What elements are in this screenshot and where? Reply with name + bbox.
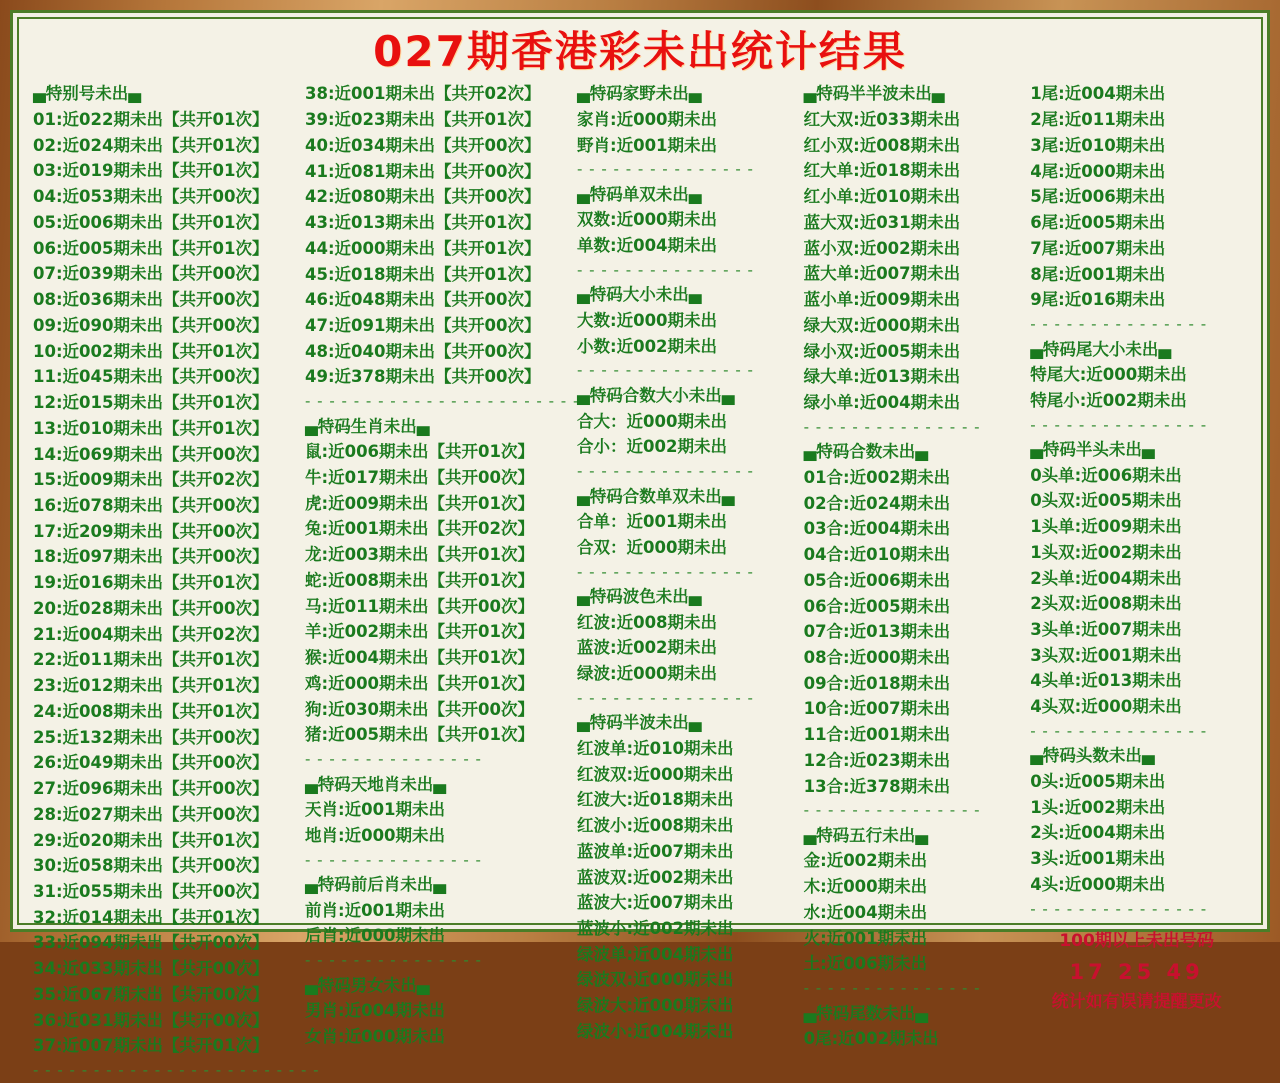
list-item: 01合:近002期未出 [803, 467, 951, 487]
list-item: 20:近028期未出【共开00次】 [33, 598, 269, 618]
statistics-columns [19, 79, 1261, 1080]
list-item: 合小：近002期未出 [577, 437, 727, 457]
section-header-qianhou: ▄特码前后肖未出▄ [305, 875, 446, 895]
list-item: 03合:近004期未出 [803, 519, 951, 539]
list-item: 06:近005期未出【共开01次】 [33, 238, 269, 258]
list-item: 3尾:近010期未出 [1030, 135, 1166, 155]
list-item: 合双：近000期未出 [577, 537, 727, 557]
section-header-toushu: ▄特码头数未出▄ [1030, 746, 1155, 766]
list-item: 3头:近001期未出 [1030, 849, 1166, 869]
list-item: 04:近053期未出【共开00次】 [33, 187, 269, 207]
list-item: 09合:近018期未出 [803, 673, 951, 693]
list-item: 绿大双:近000期未出 [803, 315, 961, 335]
section-header-bantou: ▄特码半头未出▄ [1030, 440, 1155, 460]
section-header-zodiac: ▄特码生肖未出▄ [305, 416, 430, 436]
footer-note [1030, 929, 1243, 1016]
list-item: 7尾:近007期未出 [1030, 238, 1166, 258]
list-item: 27:近096期未出【共开00次】 [33, 779, 269, 799]
list-item: 41:近081期未出【共开00次】 [305, 161, 541, 181]
divider: - - - - - - - - - - - - - - - [305, 750, 482, 769]
list-item: 08合:近000期未出 [803, 647, 951, 667]
list-item: 28:近027期未出【共开00次】 [33, 804, 269, 824]
section-header-weidaxiao: ▄特码尾大小未出▄ [1030, 339, 1172, 359]
list-item: 绿小单:近004期未出 [803, 393, 961, 413]
list-item: 牛:近017期未出【共开00次】 [305, 468, 535, 487]
list-item: 35:近067期未出【共开00次】 [33, 984, 269, 1004]
list-item: 蓝大单:近007期未出 [803, 264, 961, 284]
list-item: 鼠:近006期未出【共开01次】 [305, 442, 535, 462]
section-header-jiaye: ▄特码家野未出▄ [577, 84, 702, 104]
list-item: 3头单:近007期未出 [1030, 620, 1182, 639]
section-header-bose: ▄特码波色未出▄ [577, 587, 702, 607]
column-tails-heads [1030, 81, 1247, 1015]
list-item: 2头:近004期未出 [1030, 823, 1166, 843]
list-item: 狗:近030期未出【共开00次】 [305, 699, 535, 719]
list-item: 12:近015期未出【共开01次】 [33, 393, 269, 413]
list-item: 红波双:近000期未出 [577, 764, 734, 784]
list-item: 单数:近004期未出 [577, 236, 718, 256]
section-header-heshu: ▄特码合数未出▄ [803, 442, 928, 462]
section-header-danshuang: ▄特码单双未出▄ [577, 184, 702, 204]
divider: - - - - - - - - - - - - - - - [577, 361, 754, 380]
list-item: 45:近018期未出【共开01次】 [305, 264, 541, 284]
list-item: 31:近055期未出【共开00次】 [33, 881, 269, 901]
list-item: 1头:近002期未出 [1030, 797, 1166, 817]
list-item: 绿波:近000期未出 [577, 664, 718, 684]
list-item: 家肖:近000期未出 [577, 109, 718, 129]
list-item: 02:近024期未出【共开01次】 [33, 135, 269, 155]
list-item: 天肖:近001期未出 [305, 800, 446, 820]
list-item: 男肖:近004期未出 [305, 1001, 446, 1021]
list-item: 07:近039期未出【共开00次】 [33, 264, 269, 284]
list-item: 红大单:近018期未出 [803, 161, 961, 181]
list-item: 9尾:近016期未出 [1030, 290, 1166, 310]
list-item: 6尾:近005期未出 [1030, 213, 1166, 233]
list-item: 2头单:近004期未出 [1030, 568, 1182, 588]
list-item: 21:近004期未出【共开02次】 [33, 624, 269, 644]
list-item: 08:近036期未出【共开00次】 [33, 290, 269, 310]
list-item: 34:近033期未出【共开00次】 [33, 959, 269, 979]
list-item: 蓝小双:近002期未出 [803, 238, 961, 258]
list-item: 16:近078期未出【共开00次】 [33, 495, 269, 515]
divider: - - - - - - - - - - - - - - - [577, 562, 754, 581]
list-item: 龙:近003期未出【共开01次】 [305, 545, 535, 565]
list-item: 14:近069期未出【共开00次】 [33, 444, 269, 464]
list-item: 02合:近024期未出 [803, 493, 951, 513]
list-item: 38:近001期未出【共开02次】 [305, 84, 541, 104]
list-item: 女肖:近000期未出 [305, 1026, 446, 1046]
footer-line-2: 统计如有误请提醒更改 [1051, 992, 1222, 1013]
list-item: 木:近000期未出 [803, 877, 928, 897]
list-item: 蓝波双:近002期未出 [577, 867, 734, 887]
list-item: 11:近045期未出【共开00次】 [33, 367, 269, 387]
list-item: 40:近034期未出【共开00次】 [305, 135, 541, 155]
list-item: 4头双:近000期未出 [1030, 697, 1182, 717]
list-item: 红波:近008期未出 [577, 612, 718, 632]
list-item: 29:近020期未出【共开01次】 [33, 830, 269, 850]
list-item: 红波单:近010期未出 [577, 738, 734, 758]
list-item: 金:近002期未出 [803, 851, 928, 871]
list-item: 虎:近009期未出【共开01次】 [305, 493, 535, 513]
divider: - - - - - - - - - - - - - - - [577, 160, 754, 179]
list-item: 17:近209期未出【共开00次】 [33, 521, 269, 541]
list-item: 36:近031期未出【共开00次】 [33, 1010, 269, 1030]
footer-numbers: 17 25 49 [1069, 959, 1204, 984]
list-item: 羊:近002期未出【共开01次】 [305, 622, 535, 642]
list-item: 蓝大双:近031期未出 [803, 212, 961, 232]
list-item: 23:近012期未出【共开01次】 [33, 676, 269, 696]
list-item: 13:近010期未出【共开01次】 [33, 418, 269, 438]
section-header-daxiao: ▄特码大小未出▄ [577, 285, 702, 305]
divider: - - - - - - - - - - - - - - - [305, 951, 482, 970]
list-item: 双数:近000期未出 [577, 210, 718, 230]
list-item: 小数:近002期未出 [577, 336, 718, 356]
list-item: 01:近022期未出【共开01次】 [33, 109, 269, 129]
list-item: 19:近016期未出【共开01次】 [33, 573, 269, 593]
list-item: 红小单:近010期未出 [803, 187, 961, 207]
list-item: 37:近007期未出【共开01次】 [33, 1036, 269, 1056]
list-item: 04合:近010期未出 [803, 545, 951, 565]
divider: - - - - - - - - - - - - - - - [803, 979, 981, 998]
divider: - - - - - - - - - - - - - - - [305, 850, 482, 869]
list-item: 蛇:近008期未出【共开01次】 [305, 570, 535, 590]
list-item: 4尾:近000期未出 [1030, 161, 1166, 181]
list-item: 地肖:近000期未出 [305, 825, 446, 845]
divider: - - - - - - - - - - - - - - - [1030, 721, 1208, 740]
divider: - - - - - - - - - - - - - - - [1030, 415, 1208, 434]
divider: - - - - - - - - - - - - - - - [1030, 315, 1208, 333]
list-item: 26:近049期未出【共开00次】 [33, 753, 269, 773]
list-item: 10:近002期未出【共开01次】 [33, 341, 269, 361]
poster-content [17, 17, 1263, 1080]
list-item: 1尾:近004期未出 [1030, 84, 1166, 104]
list-item: 土:近006期未出 [803, 954, 928, 974]
section-header-weishu: ▄特码尾数未出▄ [803, 1003, 928, 1023]
list-item: 绿波小:近004期未出 [577, 1021, 734, 1041]
list-item: 红波大:近018期未出 [577, 790, 734, 810]
section-header-banbanbo: ▄特码半半波未出▄ [803, 84, 945, 104]
column-attributes [577, 81, 804, 1044]
list-item: 蓝波单:近007期未出 [577, 841, 734, 861]
list-item: 47:近091期未出【共开00次】 [305, 316, 541, 335]
list-item: 4头:近000期未出 [1030, 874, 1166, 894]
section-header-special: ▄特别号未出▄ [33, 84, 141, 104]
list-item: 蓝波大:近007期未出 [577, 893, 734, 913]
list-item: 前肖:近001期未出 [305, 900, 446, 920]
list-item: 合单：近001期未出 [577, 512, 727, 532]
poster-inner-border [10, 10, 1270, 1080]
list-item: 兔:近001期未出【共开02次】 [305, 519, 535, 539]
list-item: 大数:近000期未出 [577, 311, 718, 331]
list-item: 1头双:近002期未出 [1030, 542, 1182, 562]
list-item: 2尾:近011期未出 [1030, 110, 1166, 130]
list-item: 48:近040期未出【共开00次】 [305, 341, 541, 361]
list-item: 绿大单:近013期未出 [803, 367, 961, 387]
list-item: 蓝波:近002期未出 [577, 638, 718, 658]
list-item: 红大双:近033期未出 [803, 109, 961, 129]
list-item: 马:近011期未出【共开00次】 [305, 596, 535, 616]
list-item: 06合:近005期未出 [803, 596, 951, 616]
list-item: 44:近000期未出【共开01次】 [305, 238, 541, 258]
section-header-tiandi: ▄特码天地肖未出▄ [305, 774, 446, 794]
list-item: 4头单:近013期未出 [1030, 671, 1182, 691]
list-item: 猴:近004期未出【共开01次】 [305, 648, 535, 668]
list-item: 10合:近007期未出 [803, 699, 951, 719]
list-item: 03:近019期未出【共开01次】 [33, 161, 269, 181]
list-item: 绿波单:近004期未出 [577, 944, 734, 964]
list-item: 32:近014期未出【共开01次】 [33, 907, 269, 927]
list-item: 24:近008期未出【共开01次】 [33, 701, 269, 721]
section-header-heshu-daxiao: ▄特码合数大小未出▄ [577, 385, 735, 405]
list-item: 5尾:近006期未出 [1030, 187, 1166, 207]
list-item: 09:近090期未出【共开00次】 [33, 315, 269, 335]
divider: - - - - - - - - - - - - - - - [803, 417, 981, 436]
list-item: 绿波大:近000期未出 [577, 996, 734, 1016]
list-item: 2头双:近008期未出 [1030, 594, 1182, 614]
list-item: 33:近094期未出【共开00次】 [33, 933, 269, 953]
list-item: 猪:近005期未出【共开01次】 [305, 725, 535, 745]
list-item: 49:近378期未出【共开00次】 [305, 367, 541, 387]
list-item: 合大：近000期未出 [577, 411, 727, 431]
list-item: 05:近006期未出【共开01次】 [33, 212, 269, 232]
list-item: 红波小:近008期未出 [577, 816, 734, 836]
divider: - - - - - - - - - - - - - - - [577, 260, 754, 279]
list-item: 3头双:近001期未出 [1030, 645, 1182, 665]
list-item: 1头单:近009期未出 [1030, 517, 1182, 537]
list-item: 05合:近006期未出 [803, 570, 951, 590]
list-item: 13合:近378期未出 [803, 776, 951, 796]
divider: - - - - - - - - - - - - - - - - - - - - - - - - [33, 1061, 320, 1080]
section-header-banbo: ▄特码半波未出▄ [577, 713, 702, 733]
divider: - - - - - - - - - - - - - - - [1030, 899, 1208, 918]
list-item: 0尾:近002期未出 [803, 1029, 939, 1049]
divider: - - - - - - - - - - - - - - - [577, 462, 754, 481]
list-item: 22:近011期未出【共开01次】 [33, 650, 269, 670]
list-item: 0头双:近005期未出 [1030, 491, 1182, 511]
list-item: 绿小双:近005期未出 [803, 341, 961, 361]
list-item: 蓝波小:近002期未出 [577, 919, 734, 939]
list-item: 18:近097期未出【共开00次】 [33, 547, 269, 567]
list-item: 07合:近013期未出 [803, 622, 951, 642]
section-header-heshu-danshuang: ▄特码合数单双未出▄ [577, 486, 735, 506]
list-item: 39:近023期未出【共开01次】 [305, 110, 541, 130]
list-item: 特尾大:近000期未出 [1030, 365, 1187, 385]
divider: - - - - - - - - - - - - - - - [577, 688, 754, 707]
list-item: 15:近009期未出【共开02次】 [33, 470, 269, 490]
list-item: 0头:近005期未出 [1030, 772, 1166, 791]
list-item: 12合:近023期未出 [803, 750, 951, 770]
list-item: 25:近132期未出【共开00次】 [33, 727, 269, 747]
list-item: 特尾小:近002期未出 [1030, 390, 1187, 410]
list-item: 水:近004期未出 [803, 902, 928, 922]
list-item: 11合:近001期未出 [803, 725, 951, 745]
list-item: 30:近058期未出【共开00次】 [33, 856, 269, 876]
section-header-nannv: ▄特码男女未出▄ [305, 975, 430, 995]
list-item: 后肖:近000期未出 [305, 926, 446, 946]
list-item: 野肖:近001期未出 [577, 135, 718, 155]
list-item: 蓝小单:近009期未出 [803, 290, 961, 310]
column-halfwave-sums [804, 81, 1031, 1052]
list-item: 红小双:近008期未出 [803, 135, 961, 155]
divider: - - - - - - - - - - - - - - - [803, 801, 981, 820]
column-special-numbers-cont [305, 81, 592, 1049]
list-item: 42:近080期未出【共开00次】 [305, 187, 541, 207]
list-item: 43:近013期未出【共开01次】 [305, 213, 541, 233]
list-item: 鸡:近000期未出【共开01次】 [305, 673, 535, 693]
section-header-wuxing: ▄特码五行未出▄ [803, 825, 928, 845]
list-item: 绿波双:近000期未出 [577, 970, 734, 990]
page-title: 027期香港彩未出统计结果 [373, 27, 907, 76]
footer-line-1: 100期以上未出号码 [1059, 931, 1214, 952]
column-special-numbers [33, 81, 320, 1082]
list-item: 0头单:近006期未出 [1030, 465, 1182, 485]
divider: - - - - - - - - - - - - - - - - - - - - - - - - [305, 392, 592, 411]
list-item: 火:近001期未出 [803, 928, 928, 948]
list-item: 8尾:近001期未出 [1030, 264, 1166, 284]
list-item: 46:近048期未出【共开00次】 [305, 290, 541, 310]
